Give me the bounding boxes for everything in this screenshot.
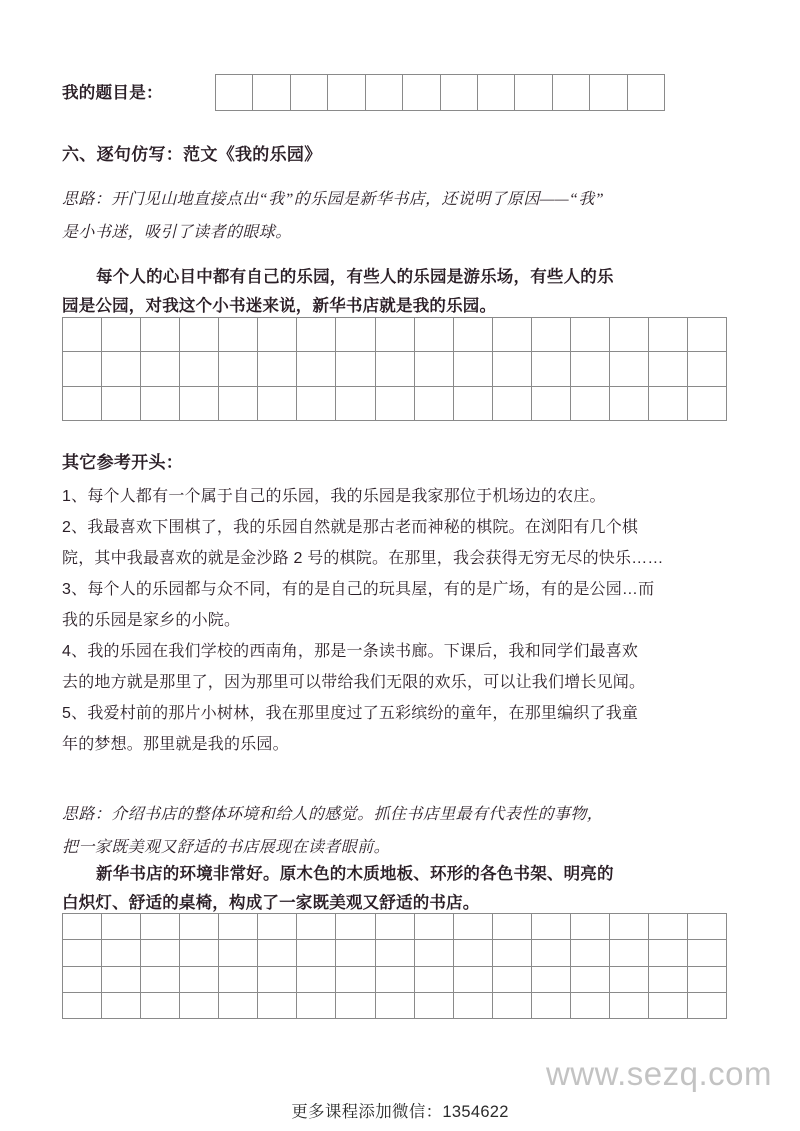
grid-row bbox=[216, 75, 665, 111]
grid-row bbox=[63, 387, 727, 421]
grid-cell[interactable] bbox=[649, 352, 688, 386]
grid-row bbox=[63, 993, 727, 1019]
title-answer-grid[interactable] bbox=[215, 74, 665, 111]
grid-cell[interactable] bbox=[532, 940, 571, 966]
grid-cell[interactable] bbox=[102, 967, 141, 993]
sample-2-line-2: 白炽灯、舒适的桌椅，构成了一家既美观又舒适的书店。 bbox=[62, 894, 480, 912]
grid-cell[interactable] bbox=[610, 352, 649, 386]
grid-cell[interactable] bbox=[180, 967, 219, 993]
tip-2-line-1: 思路：介绍书店的整体环境和给人的感觉。抓住书店里最有代表性的事物， bbox=[62, 806, 604, 823]
grid-cell[interactable] bbox=[493, 387, 532, 421]
grid-cell[interactable] bbox=[253, 75, 290, 111]
grid-cell[interactable] bbox=[297, 352, 336, 386]
grid-cell[interactable] bbox=[571, 967, 610, 993]
grid-cell[interactable] bbox=[649, 993, 688, 1019]
grid-cell[interactable] bbox=[610, 967, 649, 993]
grid-cell[interactable] bbox=[336, 967, 375, 993]
grid-cell[interactable] bbox=[628, 75, 665, 111]
grid-cell[interactable] bbox=[63, 914, 102, 940]
grid-cell[interactable] bbox=[258, 318, 297, 352]
list-item bbox=[62, 574, 738, 636]
grid-cell[interactable] bbox=[441, 75, 478, 111]
grid-cell[interactable] bbox=[297, 387, 336, 421]
sample-2-line-1: 新华书店的环境非常好。原木色的木质地板、环形的各色书架、明亮的 bbox=[96, 865, 614, 883]
grid-cell[interactable] bbox=[297, 940, 336, 966]
grid-cell[interactable] bbox=[376, 318, 415, 352]
grid-cell[interactable] bbox=[493, 352, 532, 386]
grid-cell[interactable] bbox=[454, 940, 493, 966]
grid-cell[interactable] bbox=[297, 318, 336, 352]
grid-cell[interactable] bbox=[336, 914, 375, 940]
grid-cell[interactable] bbox=[493, 940, 532, 966]
grid-cell[interactable] bbox=[649, 914, 688, 940]
grid-cell[interactable] bbox=[454, 387, 493, 421]
other-openings-list bbox=[62, 481, 738, 760]
grid-cell[interactable] bbox=[403, 75, 440, 111]
grid-cell[interactable] bbox=[102, 318, 141, 352]
grid-cell[interactable] bbox=[376, 352, 415, 386]
sample-1-line-2: 园是公园，对我这个小书迷来说，新华书店就是我的乐园。 bbox=[62, 297, 497, 315]
grid-cell[interactable] bbox=[493, 318, 532, 352]
grid-cell[interactable] bbox=[688, 352, 727, 386]
grid-cell[interactable] bbox=[63, 940, 102, 966]
grid-cell[interactable] bbox=[180, 318, 219, 352]
grid-cell[interactable] bbox=[258, 352, 297, 386]
grid-row bbox=[63, 318, 727, 352]
grid-cell[interactable] bbox=[258, 993, 297, 1019]
grid-cell[interactable] bbox=[258, 914, 297, 940]
grid-cell[interactable] bbox=[454, 993, 493, 1019]
grid-cell[interactable] bbox=[610, 993, 649, 1019]
grid-cell[interactable] bbox=[649, 940, 688, 966]
grid-row bbox=[63, 940, 727, 966]
grid-row bbox=[63, 352, 727, 386]
grid-cell[interactable] bbox=[415, 967, 454, 993]
grid-cell[interactable] bbox=[454, 914, 493, 940]
tip-paragraph-2 bbox=[62, 798, 738, 864]
grid-cell[interactable] bbox=[532, 914, 571, 940]
sample-paragraph-2 bbox=[62, 860, 738, 918]
grid-cell[interactable] bbox=[688, 387, 727, 421]
grid-cell[interactable] bbox=[141, 352, 180, 386]
grid-cell[interactable] bbox=[102, 352, 141, 386]
grid-cell[interactable] bbox=[141, 318, 180, 352]
grid-cell[interactable] bbox=[649, 318, 688, 352]
grid-cell[interactable] bbox=[180, 352, 219, 386]
grid-cell[interactable] bbox=[102, 993, 141, 1019]
list-item-text: 我的乐园在我们学校的西南角，那是一条读书廊。下课后，我和同学们最喜欢 bbox=[87, 643, 639, 660]
grid-cell[interactable] bbox=[291, 75, 328, 111]
grid-cell[interactable] bbox=[336, 387, 375, 421]
grid-cell[interactable] bbox=[219, 993, 258, 1019]
grid-cell[interactable] bbox=[590, 75, 627, 111]
grid-cell[interactable] bbox=[258, 967, 297, 993]
tip-2-line-2: 把一家既美观又舒适的书店展现在读者眼前。 bbox=[62, 839, 391, 856]
grid-cell[interactable] bbox=[141, 967, 180, 993]
grid-cell[interactable] bbox=[219, 387, 258, 421]
grid-cell[interactable] bbox=[571, 318, 610, 352]
grid-cell[interactable] bbox=[376, 967, 415, 993]
writing-grid-1[interactable] bbox=[62, 317, 727, 421]
grid-cell[interactable] bbox=[532, 387, 571, 421]
grid-cell[interactable] bbox=[102, 940, 141, 966]
writing-grid-2[interactable] bbox=[62, 913, 727, 1019]
grid-cell[interactable] bbox=[610, 914, 649, 940]
grid-cell[interactable] bbox=[688, 318, 727, 352]
grid-cell[interactable] bbox=[532, 352, 571, 386]
grid-cell[interactable] bbox=[102, 387, 141, 421]
grid-cell[interactable] bbox=[376, 993, 415, 1019]
grid-cell[interactable] bbox=[180, 914, 219, 940]
list-item-text: 我最喜欢下围棋了，我的乐园自然就是那古老而神秘的棋院。在浏阳有几个棋 bbox=[87, 519, 639, 536]
grid-cell[interactable] bbox=[532, 318, 571, 352]
tip-1-line-1: 思路：开门见山地直接点出“我”的乐园是新华书店，还说明了原因——“我” bbox=[62, 191, 605, 208]
footer-wechat-note: 更多课程添加微信：1354622 bbox=[291, 1103, 509, 1121]
list-item-number: 2、 bbox=[62, 519, 88, 536]
grid-cell[interactable] bbox=[297, 993, 336, 1019]
grid-cell[interactable] bbox=[415, 914, 454, 940]
grid-cell[interactable] bbox=[141, 993, 180, 1019]
grid-cell[interactable] bbox=[141, 940, 180, 966]
grid-cell[interactable] bbox=[493, 967, 532, 993]
list-item-text: 年的梦想。那里就是我的乐园。 bbox=[62, 736, 289, 753]
list-item-text: 去的地方就是那里了，因为那里可以带给我们无限的欢乐，可以让我们增长见闻。 bbox=[62, 674, 646, 691]
grid-cell[interactable] bbox=[180, 940, 219, 966]
grid-cell[interactable] bbox=[376, 914, 415, 940]
grid-cell[interactable] bbox=[688, 914, 727, 940]
list-item-text: 每个人都有一个属于自己的乐园，我的乐园是我家那位于机场边的农庄。 bbox=[87, 488, 606, 505]
grid-cell[interactable] bbox=[610, 387, 649, 421]
grid-cell[interactable] bbox=[688, 967, 727, 993]
grid-cell[interactable] bbox=[415, 993, 454, 1019]
grid-cell[interactable] bbox=[478, 75, 515, 111]
grid-cell[interactable] bbox=[649, 387, 688, 421]
tip-1-line-2: 是小书迷，吸引了读者的眼球。 bbox=[62, 224, 292, 241]
grid-row bbox=[63, 914, 727, 940]
grid-cell[interactable] bbox=[336, 318, 375, 352]
list-item-text: 院，其中我最喜欢的就是金沙路 2 号的棋院。在那里，我会获得无穷无尽的快乐…… bbox=[62, 550, 664, 567]
grid-cell[interactable] bbox=[258, 387, 297, 421]
grid-cell[interactable] bbox=[63, 352, 102, 386]
grid-cell[interactable] bbox=[219, 967, 258, 993]
list-item-text: 我的乐园是家乡的小院。 bbox=[62, 612, 241, 629]
list-item bbox=[62, 512, 738, 574]
grid-cell[interactable] bbox=[493, 993, 532, 1019]
grid-cell[interactable] bbox=[415, 387, 454, 421]
grid-cell[interactable] bbox=[180, 993, 219, 1019]
list-item-number: 5、 bbox=[62, 705, 88, 722]
grid-row bbox=[63, 967, 727, 993]
grid-cell[interactable] bbox=[216, 75, 253, 111]
sample-paragraph-1 bbox=[62, 263, 734, 321]
grid-cell[interactable] bbox=[297, 914, 336, 940]
grid-cell[interactable] bbox=[415, 352, 454, 386]
grid-cell[interactable] bbox=[141, 387, 180, 421]
grid-cell[interactable] bbox=[610, 940, 649, 966]
grid-cell[interactable] bbox=[571, 914, 610, 940]
grid-cell[interactable] bbox=[493, 914, 532, 940]
grid-cell[interactable] bbox=[219, 352, 258, 386]
list-item-text: 每个人的乐园都与众不同，有的是自己的玩具屋，有的是广场，有的是公园…而 bbox=[87, 581, 655, 598]
grid-cell[interactable] bbox=[610, 318, 649, 352]
other-openings-heading: 其它参考开头： bbox=[62, 453, 184, 472]
grid-cell[interactable] bbox=[336, 993, 375, 1019]
grid-cell[interactable] bbox=[415, 318, 454, 352]
grid-cell[interactable] bbox=[532, 967, 571, 993]
tip-paragraph-1 bbox=[62, 183, 734, 249]
grid-cell[interactable] bbox=[571, 352, 610, 386]
grid-cell[interactable] bbox=[219, 318, 258, 352]
grid-cell[interactable] bbox=[63, 967, 102, 993]
my-title-label: 我的题目是： bbox=[62, 84, 163, 102]
list-item bbox=[62, 481, 738, 512]
grid-cell[interactable] bbox=[141, 914, 180, 940]
grid-cell[interactable] bbox=[688, 940, 727, 966]
grid-cell[interactable] bbox=[376, 387, 415, 421]
grid-cell[interactable] bbox=[571, 387, 610, 421]
grid-cell[interactable] bbox=[571, 940, 610, 966]
list-item-number: 1、 bbox=[62, 488, 88, 505]
grid-cell[interactable] bbox=[553, 75, 590, 111]
grid-cell[interactable] bbox=[454, 352, 493, 386]
grid-cell[interactable] bbox=[515, 75, 552, 111]
list-item-text: 我爱村前的那片小树林，我在那里度过了五彩缤纷的童年，在那里编织了我童 bbox=[87, 705, 639, 722]
grid-cell[interactable] bbox=[366, 75, 403, 111]
list-item-number: 4、 bbox=[62, 643, 88, 660]
grid-cell[interactable] bbox=[63, 993, 102, 1019]
grid-cell[interactable] bbox=[454, 318, 493, 352]
grid-cell[interactable] bbox=[649, 967, 688, 993]
grid-cell[interactable] bbox=[297, 967, 336, 993]
list-item-number: 3、 bbox=[62, 581, 88, 598]
sample-1-line-1: 每个人的心目中都有自己的乐园，有些人的乐园是游乐场，有些人的乐 bbox=[96, 268, 614, 286]
grid-cell[interactable] bbox=[336, 352, 375, 386]
grid-cell[interactable] bbox=[63, 387, 102, 421]
grid-cell[interactable] bbox=[454, 967, 493, 993]
grid-cell[interactable] bbox=[219, 914, 258, 940]
grid-cell[interactable] bbox=[415, 940, 454, 966]
section-heading: 六、逐句仿写：范文《我的乐园》 bbox=[62, 145, 322, 164]
list-item bbox=[62, 698, 738, 760]
site-watermark: www.sezq.com bbox=[545, 1055, 772, 1092]
grid-cell[interactable] bbox=[571, 993, 610, 1019]
grid-cell[interactable] bbox=[180, 387, 219, 421]
grid-cell[interactable] bbox=[532, 993, 571, 1019]
list-item bbox=[62, 636, 738, 698]
grid-cell[interactable] bbox=[102, 914, 141, 940]
grid-cell[interactable] bbox=[258, 940, 297, 966]
grid-cell[interactable] bbox=[219, 940, 258, 966]
grid-cell[interactable] bbox=[336, 940, 375, 966]
grid-cell[interactable] bbox=[328, 75, 365, 111]
grid-cell[interactable] bbox=[376, 940, 415, 966]
grid-cell[interactable] bbox=[688, 993, 727, 1019]
grid-cell[interactable] bbox=[63, 318, 102, 352]
